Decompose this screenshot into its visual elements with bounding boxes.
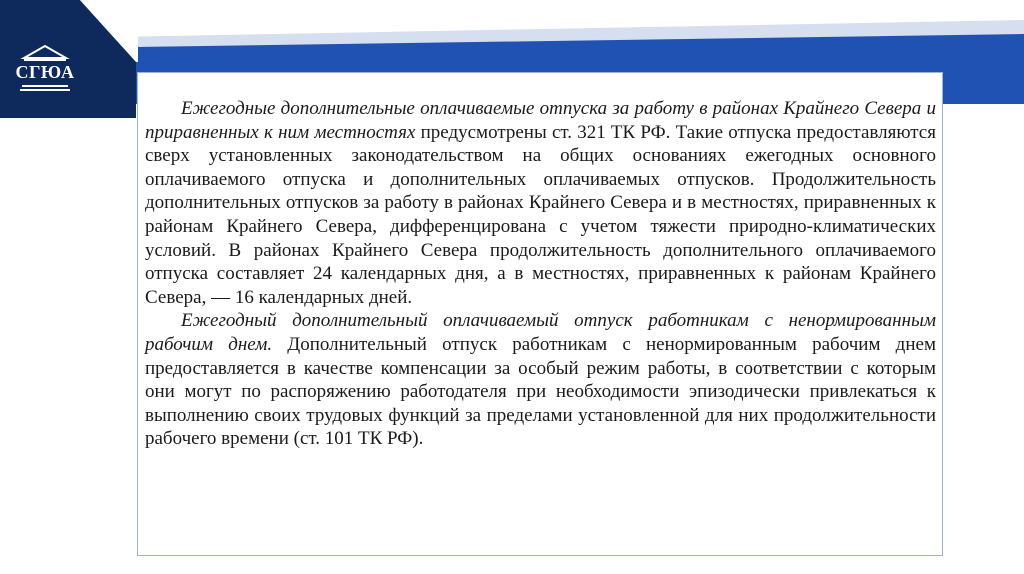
paragraph-lead: Ежегодные дополнительные оплачиваемые отпуска за работу в районах Крайнего Севера и приравненных к ним местностях (145, 98, 936, 143)
logo-text: СГЮА (15, 62, 75, 82)
paragraph-body: Дополнительный отпуск работникам с ненормированным рабочим днем предоставляется в качестве компенсации за особый режим работы, в соответствии с которым они могут по распоряжению работодателя при необходимости эпизодически привлекаться к выполнению своих трудовых функций за пределами установленной для них продолжительности рабочего времени (ст. 101 ТК РФ). (145, 333, 936, 450)
paragraph-north-leave (145, 97, 936, 309)
paragraph-irregular-hours-leave (145, 309, 936, 451)
paragraph-lead: Ежегодный дополнительный оплачиваемый отпуск работникам с ненормированным рабочим днем. (145, 310, 936, 355)
main-text (145, 97, 936, 451)
paragraph-body: предусмотрены ст. 321 ТК РФ. Такие отпуска предоставляются сверх установленных законодательством на общих основаниях ежегодных основного оплачиваемого отпуска и дополнительных оплачиваемых отпусков. Продолжительность дополнительных отпусков за работу в районах Крайнего Севера и в местностях, приравненных к районам Крайнего Севера, дифференцирована с учетом тяжести природно-климатических условий. В районах Крайнего Севера продолжительность дополнительного оплачиваемого отпуска составляет 24 календарных дня, а в местностях, приравненных к районам Крайнего Севера, — 16 календарных дней. (145, 121, 936, 308)
